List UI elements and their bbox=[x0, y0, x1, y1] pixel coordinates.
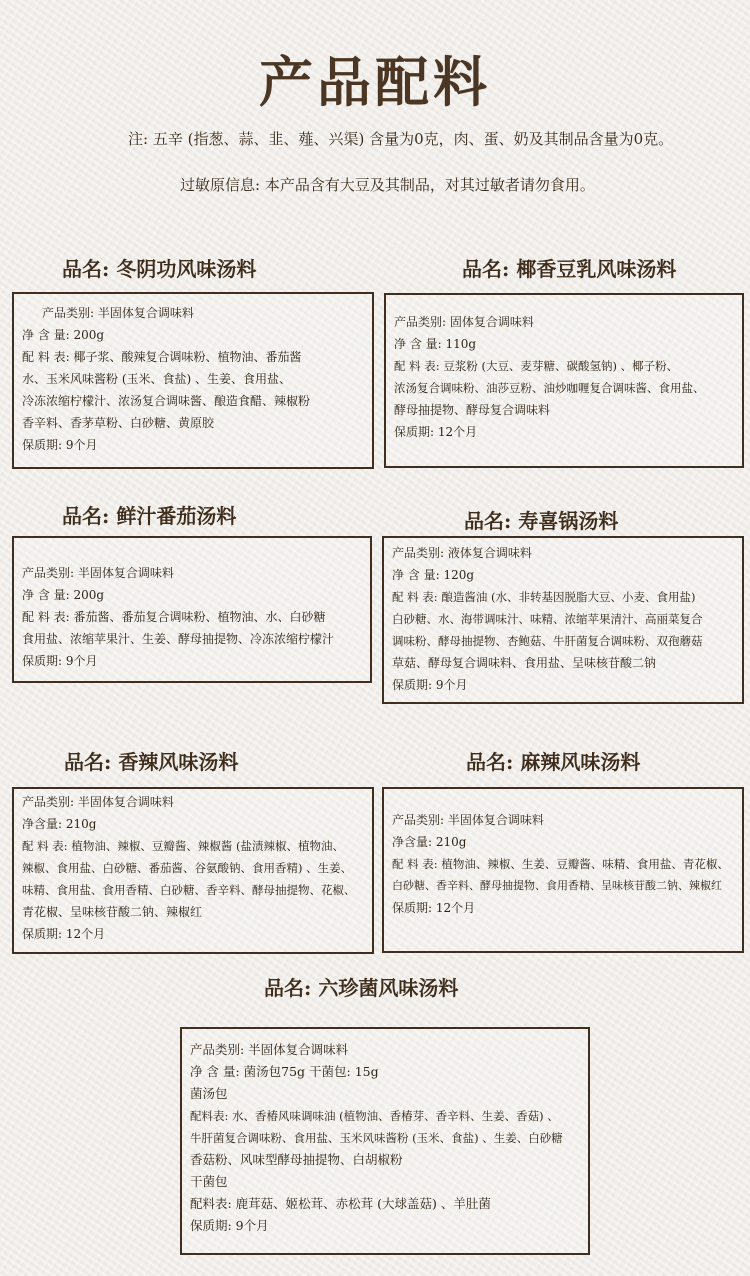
page-title: 产品配料 bbox=[259, 50, 491, 114]
info-line: 配料表: 水、香椿风味调味油 (植物油、香椿芽、香辛料、生姜、香菇) 、 bbox=[190, 1109, 559, 1123]
info-line: 产品类别: 半固体复合调味料 bbox=[190, 1042, 349, 1057]
info-line: 干菌包 bbox=[190, 1174, 228, 1189]
product-name-mala: 品名: 麻辣风味汤料 bbox=[466, 750, 641, 774]
info-line: 净 含 量: 120g bbox=[392, 568, 475, 582]
info-line: 产品类别: 固体复合调味料 bbox=[394, 315, 534, 329]
product-info-box bbox=[382, 787, 744, 953]
info-line: 产品类别: 半固体复合调味料 bbox=[392, 813, 544, 827]
product-info-box bbox=[382, 536, 744, 704]
product-info-box bbox=[12, 292, 374, 469]
info-line: 味精、食用盐、食用香精、白砂糖、香辛料、酵母抽提物、花椒、 bbox=[22, 883, 356, 897]
info-line: 保质期: 12个月 bbox=[392, 901, 476, 915]
info-line: 配 料 表: 番茄酱、番茄复合调味粉、植物油、水、白砂糖 bbox=[22, 610, 326, 624]
info-line: 净 含 量: 菌汤包75g 干菌包: 15g bbox=[190, 1064, 379, 1079]
info-line: 白砂糖、水、海带调味汁、味精、浓缩苹果清汁、高丽菜复合 bbox=[392, 612, 703, 626]
info-line: 产品类别: 液体复合调味料 bbox=[392, 546, 532, 560]
info-line: 保质期: 12个月 bbox=[394, 425, 478, 439]
info-line: 调味粉、酵母抽提物、杏鲍菇、牛肝菌复合调味粉、双孢蘑菇 bbox=[392, 634, 703, 648]
info-line: 保质期: 12个月 bbox=[22, 927, 106, 941]
product-name-spicy: 品名: 香辣风味汤料 bbox=[64, 750, 239, 774]
info-line: 香菇粉、风味型酵母抽提物、白胡椒粉 bbox=[190, 1152, 403, 1167]
info-line: 产品类别: 半固体复合调味料 bbox=[22, 795, 174, 809]
info-line: 净 含 量: 110g bbox=[394, 337, 477, 351]
info-line: 浓汤复合调味粉、油莎豆粉、油炒咖喱复合调味酱、食用盐、 bbox=[394, 381, 705, 395]
info-line: 保质期: 9个月 bbox=[22, 438, 98, 452]
info-line: 净 含 量: 200g bbox=[22, 588, 105, 602]
allergen-note: 过敏原信息: 本产品含有大豆及其制品，对其过敏者请勿食用。 bbox=[180, 176, 595, 194]
info-line: 配 料 表: 豆浆粉 (大豆、麦芽糖、碳酸氢钠) 、椰子粉、 bbox=[394, 359, 679, 373]
product-name-sukiyaki: 品名: 寿喜锅汤料 bbox=[464, 509, 619, 533]
ingredient-note: 注: 五辛 (指葱、蒜、韭、薤、兴渠) 含量为0克，肉、蛋、奶及其制品含量为0克。 bbox=[128, 130, 674, 148]
info-line: 辣椒、食用盐、白砂糖、番茄酱、谷氨酸钠、食用香精) 、生姜、 bbox=[22, 861, 353, 875]
info-line: 白砂糖、香辛料、酵母抽提物、食用香精、呈味核苷酸二钠、辣椒红 bbox=[392, 879, 722, 892]
info-line: 保质期: 9个月 bbox=[22, 654, 98, 668]
info-line: 产品类别: 半固体复合调味料 bbox=[22, 566, 174, 580]
info-line: 香辛料、香茅草粉、白砂糖、黄原胶 bbox=[22, 416, 215, 430]
info-line: 配料表: 鹿茸菇、姬松茸、赤松茸 (大球盖菇) 、羊肚菌 bbox=[190, 1196, 491, 1211]
product-name-tomato: 品名: 鲜汁番茄汤料 bbox=[62, 504, 237, 528]
product-info-box bbox=[12, 787, 374, 954]
product-info-box bbox=[384, 293, 744, 468]
info-line: 产品类别: 半固体复合调味料 bbox=[42, 306, 194, 320]
info-line: 配 料 表: 椰子浆、酸辣复合调味粉、植物油、番茄酱 bbox=[22, 350, 302, 364]
info-line: 酵母抽提物、酵母复合调味料 bbox=[394, 403, 551, 417]
product-name-tom-yum: 品名: 冬阴功风味汤料 bbox=[62, 257, 257, 281]
info-line: 净含量: 210g bbox=[22, 817, 97, 831]
product-info-box bbox=[180, 1027, 590, 1255]
info-line: 配 料 表: 酿造酱油 (水、非转基因脱脂大豆、小麦、食用盐) bbox=[392, 590, 696, 604]
product-name-coconut-soy: 品名: 椰香豆乳风味汤料 bbox=[462, 257, 677, 281]
info-line: 冷冻浓缩柠檬汁、浓汤复合调味酱、酿造食醋、辣椒粉 bbox=[22, 394, 311, 408]
info-line: 菌汤包 bbox=[190, 1086, 228, 1101]
info-line: 净 含 量: 200g bbox=[22, 328, 105, 342]
info-line: 配 料 表: 植物油、辣椒、生姜、豆瓣酱、味精、食用盐、青花椒、 bbox=[392, 857, 729, 871]
info-line: 保质期: 9个月 bbox=[190, 1218, 269, 1233]
info-line: 配 料 表: 植物油、辣椒、豆瓣酱、辣椒酱 (盐渍辣椒、植物油、 bbox=[22, 839, 344, 853]
info-line: 保质期: 9个月 bbox=[392, 678, 468, 692]
product-info-box bbox=[12, 536, 372, 683]
info-line: 食用盐、浓缩苹果汁、生姜、酵母抽提物、冷冻浓缩柠檬汁 bbox=[22, 632, 335, 646]
info-line: 水、玉米风味酱粉 (玉米、食盐) 、生姜、食用盐、 bbox=[22, 372, 291, 386]
info-line: 青花椒、呈味核苷酸二钠、辣椒红 bbox=[22, 905, 203, 919]
info-line: 牛肝菌复合调味粉、食用盐、玉米风味酱粉 (玉米、食盐) 、生姜、白砂糖 bbox=[190, 1131, 563, 1145]
info-line: 草菇、酵母复合调味料、食用盐、呈味核苷酸二钠 bbox=[392, 656, 657, 670]
info-line: 净含量: 210g bbox=[392, 835, 467, 849]
product-name-six-mushroom: 品名: 六珍菌风味汤料 bbox=[264, 976, 459, 1000]
